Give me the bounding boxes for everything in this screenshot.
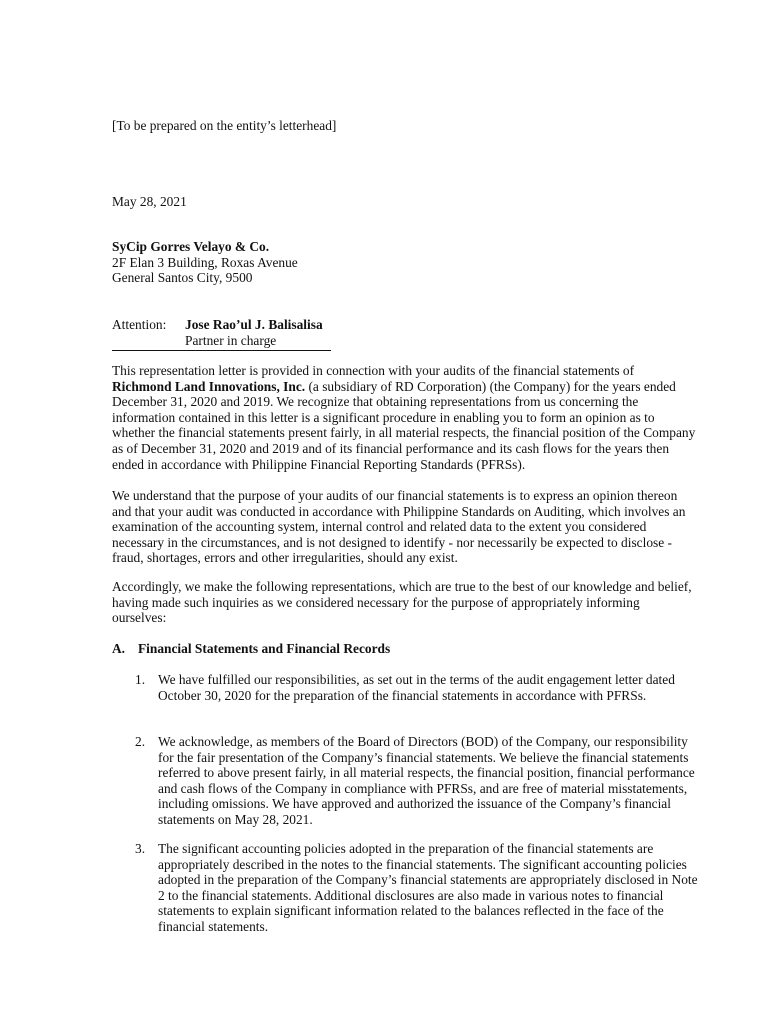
intro-paragraph-3: Accordingly, we make the following representations, which are true to the best of our knowledge and belief, having made such inquiries as we considered necessary for the purpose of appropriately informing ourselves: bbox=[112, 579, 692, 626]
section-a-heading bbox=[112, 641, 696, 657]
intro-p1-before: This representation letter is provided in connection with your audits of the financial statements of bbox=[112, 363, 635, 378]
letter-date: May 28, 2021 bbox=[112, 194, 187, 209]
recipient-address-line1: 2F Elan 3 Building, Roxas Avenue bbox=[112, 254, 298, 270]
list-item-number: 1. bbox=[135, 672, 146, 687]
intro-p1-after: (a subsidiary of RD Corporation) (the Company) for the years ended December 31, 2020 and 2019. We recognize that obtaining representations from us concerning the information contained in this letter is a significant procedure in enabling you to form an opinion as to whether the financial statements present fairly, in all material respects, the financial position of the Company as of December 31, 2020 and 2019 and of its financial performance and its cash flows for the years then ended in accordance with Philippine Financial Reporting Standards (PFRSs). bbox=[112, 378, 696, 472]
section-a-letter: A. bbox=[112, 641, 126, 656]
attention-name: Jose Rao’ul J. Balisalisa bbox=[185, 317, 323, 332]
list-item-number: 3. bbox=[135, 841, 146, 856]
intro-paragraph-1 bbox=[112, 363, 696, 472]
company-name: Richmond Land Innovations, Inc. bbox=[112, 378, 306, 394]
section-a-title: Financial Statements and Financial Records bbox=[138, 641, 391, 656]
list-item-text: We acknowledge, as members of the Board of Directors (BOD) of the Company, our responsibility for the fair presentation of the Company’s financial statements. We believe the financial statements referred to above present fairly, in all material respects, the financial position, financial performance and cash flows of the Company in compliance with PFRSs, and are free of material misstatements, including omissions. We have approved and authorized the issuance of the Company’s financial statements on May 28, 2021. bbox=[158, 734, 695, 827]
attention-underline bbox=[112, 350, 331, 351]
recipient-address-line2: General Santos City, 9500 bbox=[112, 270, 253, 286]
recipient-firm: SyCip Gorres Velayo & Co. bbox=[112, 239, 270, 254]
attention-label: Attention: bbox=[112, 317, 167, 332]
list-item-text: We have fulfilled our responsibilities, as set out in the terms of the audit engagement letter dated October 30, 2020 for the preparation of the financial statements in accordance with PFRSs. bbox=[158, 672, 675, 703]
attention-role: Partner in charge bbox=[185, 333, 277, 348]
intro-paragraph-2: We understand that the purpose of your audits of our financial statements is to express an opinion thereon and that your audit was conducted in accordance with Philippine Standards on Auditing, which involves an examination of the accounting system, internal control and related data to the extent you considered necessary in the circumstances, and is not designed to identify - nor necessarily be expected to disclose - fraud, shortages, errors and other irregularities, should any exist. bbox=[112, 488, 686, 566]
letterhead-note: [To be prepared on the entity’s letterhead] bbox=[112, 118, 337, 133]
list-item-text: The significant accounting policies adopted in the preparation of the financial statements are appropriately described in the notes to the financial statements. The significant accounting policies adopted in the preparation of the Company’s financial statements are appropriately disclosed in Note 2 to the financial statements. Additional disclosures are also made in various notes to financial statements to explain significant information related to the balances reflected in the face of the financial statements. bbox=[158, 841, 698, 934]
recipient-address bbox=[112, 239, 696, 286]
list-item-number: 2. bbox=[135, 734, 146, 749]
